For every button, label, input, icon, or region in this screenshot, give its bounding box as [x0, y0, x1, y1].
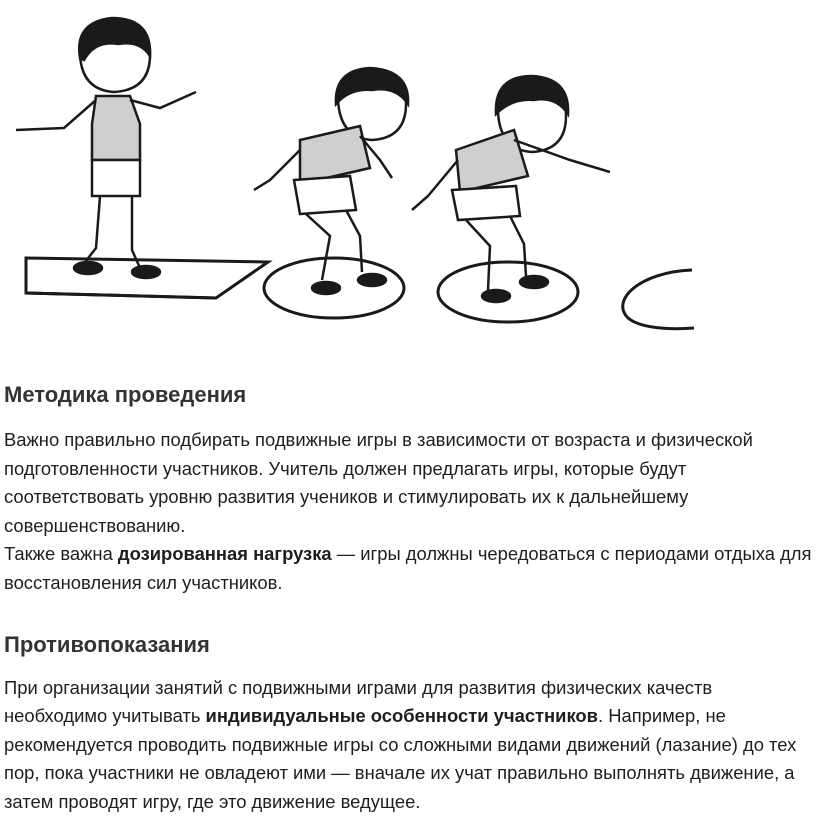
- heading-method: Методика проведения: [4, 382, 247, 407]
- child-crouching-figure-1: [254, 68, 408, 294]
- heading-contraindications: Противопоказания: [4, 631, 210, 657]
- paragraph-method: [4, 426, 812, 598]
- paragraph-method-text-1: Важно правильно подбирать подвижные игры в зависимости от возраста и физической подготовленности участников. Учитель должен предлагать игры, которые будут соответствовать уровню развития учеников и стимулировать их к дальнейшему совершенствованию.: [4, 429, 753, 536]
- children-jumping-illustration: [0, 0, 816, 350]
- article-content: [4, 372, 812, 817]
- floor-circle-partial: [623, 270, 694, 329]
- paragraph-contra-prefix: При организации занятий с подвижными играми для развития физических качеств необходимо учитывать: [4, 676, 713, 727]
- paragraph-method-text-2-prefix: Также важна: [4, 543, 118, 565]
- paragraph-method-text-2-suffix: — игры должны чередоваться с периодами отдыха для восстановления сил участников.: [4, 543, 812, 593]
- child-crouching-figure-2: [412, 76, 610, 302]
- paragraph-contra-bold: индивидуальные особенности участников: [205, 705, 598, 727]
- paragraph-contra-suffix: . Например, не рекомендуется проводить подвижные игры со сложными видами движений (лазание) до тех пор, пока участники не овладеют ими — вначале их учат правильно выполнять движение, а затем проводят игру, где это движение ведущее.: [4, 705, 797, 812]
- paragraph-contraindications: [4, 674, 812, 817]
- paragraph-method-bold: дозированная нагрузка: [117, 543, 332, 565]
- child-walking-figure: [16, 18, 196, 278]
